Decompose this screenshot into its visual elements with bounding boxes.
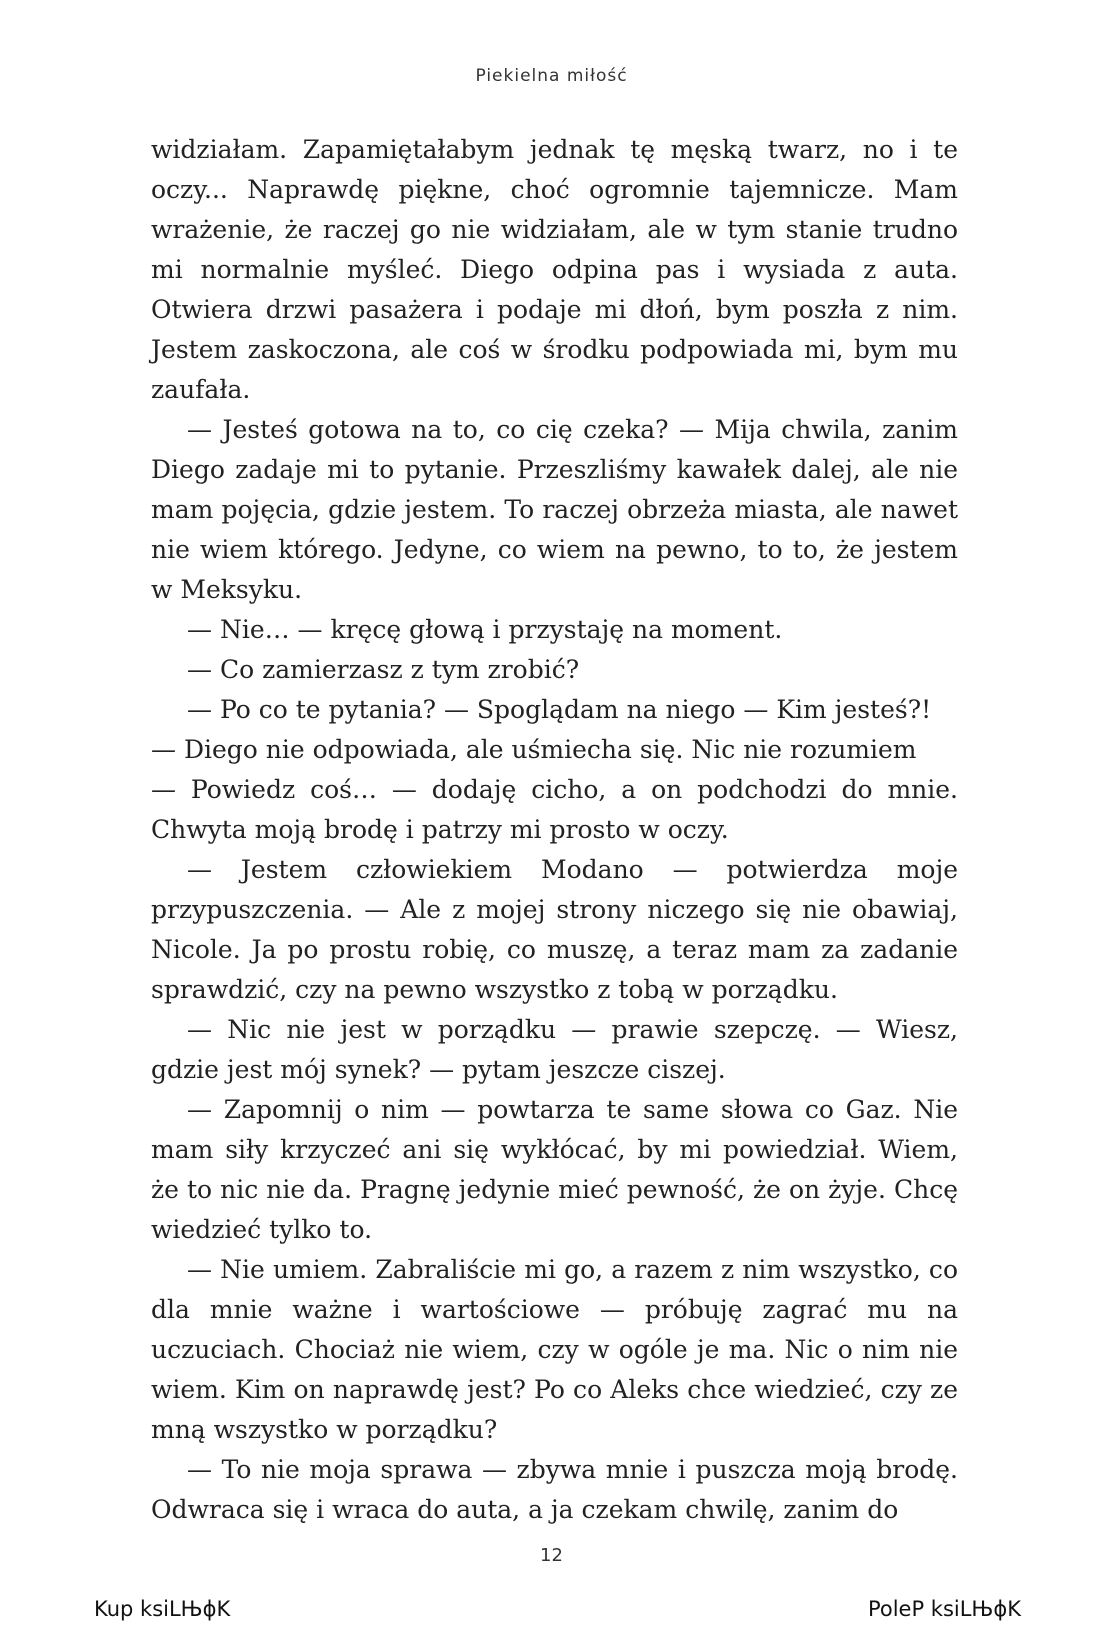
paragraph: widziałam. Zapamiętałabym jednak tę męską twarz, no i te oczy... Naprawdę piękne, choć ogromnie tajemnicze. Mam wrażenie, że raczej go nie widziałam, ale w tym stanie trudno mi normalnie myśleć. Diego odpina pas i wysiada z auta. Otwiera drzwi pasażera i podaje mi dłoń, bym poszła z nim. Jestem zaskoczona, ale coś w środku podpowiada mi, bym mu zaufała. xyxy=(151,135,958,404)
paragraph: — Zapomnij o nim — powtarza te same słowa co Gaz. Nie mam siły krzyczeć ani się wykłócać, by mi powiedział. Wiem, że to nic nie da. Pragnę jedynie mieć pewność, że on żyje. Chcę wiedzieć tylko to. xyxy=(151,1095,958,1244)
recommend-book-link[interactable]: PoleP ksiLЊϕK xyxy=(867,1597,1021,1621)
paragraph: — Nie umiem. Zabraliście mi go, a razem z nim wszystko, co dla mnie ważne i wartościowe — próbuję zagrać mu na uczuciach. Chociaż nie wiem, czy w ogóle je ma. Nic o nim nie wiem. Kim on naprawdę jest? Po co Aleks chce wiedzieć, czy ze mną wszystko w porządku? xyxy=(151,1255,958,1444)
paragraph: — Powiedz coś… — dodaję cicho, a on podchodzi do mnie. Chwyta moją brodę i patrzy mi prosto w oczy. xyxy=(151,775,958,844)
paragraph: — Co zamierzasz z tym zrobić? xyxy=(187,655,580,684)
paragraph: — To nie moja sprawa — zbywa mnie i puszcza moją brodę. Odwraca się i wraca do auta, a ja czekam chwilę, zanim do xyxy=(151,1455,958,1524)
paragraph: — Nie… — kręcę głową i przystaję na moment. xyxy=(187,615,783,644)
paragraph: — Po co te pytania? — Spoglądam na niego — Kim jesteś?! xyxy=(187,695,932,724)
paragraph: — Jestem człowiekiem Modano — potwierdza moje przypuszczenia. — Ale z mojej strony niczego się nie obawiaj, Nicole. Ja po prostu robię, co muszę, a teraz mam za zadanie sprawdzić, czy na pewno wszystko z tobą w porządku. xyxy=(151,855,958,1004)
paragraph: — Nic nie jest w porządku — prawie szepczę. — Wiesz, gdzie jest mój synek? — pytam jeszcze ciszej. xyxy=(151,1015,958,1084)
buy-book-link[interactable]: Kup ksiLЊϕK xyxy=(94,1597,231,1621)
paragraph: — Diego nie odpowiada, ale uśmiecha się. Nic nie rozumiem xyxy=(151,735,917,764)
body-text xyxy=(151,130,958,1530)
page-number: 12 xyxy=(540,1545,563,1566)
paragraph: — Jesteś gotowa na to, co cię czeka? — Mija chwila, zanim Diego zadaje mi to pytanie. Przeszliśmy kawałek dalej, ale nie mam pojęcia, gdzie jestem. To raczej obrzeża miasta, ale nawet nie wiem którego. Jedyne, co wiem na pewno, to to, że jestem w Meksyku. xyxy=(151,415,958,604)
running-header: Piekielna miłość xyxy=(475,66,628,86)
